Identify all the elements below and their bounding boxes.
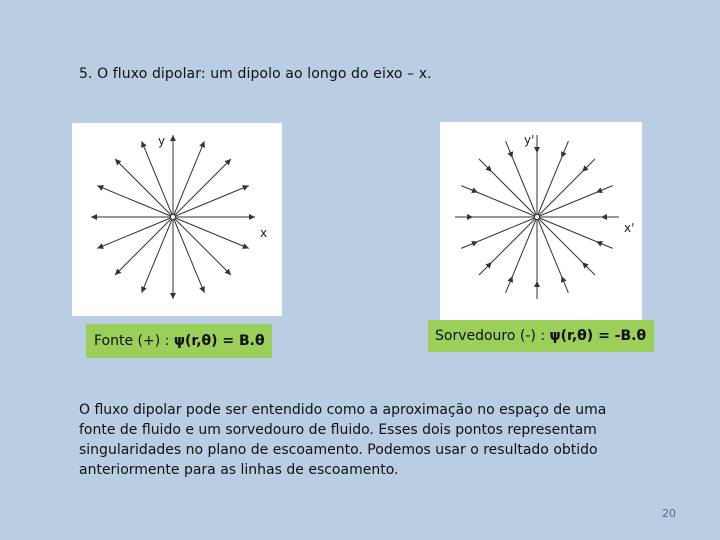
- sink-arrowhead: [601, 214, 607, 220]
- sink-x-axis-label: x': [624, 221, 635, 235]
- sink-arrowhead: [467, 214, 473, 220]
- source-flow-diagram: [72, 123, 282, 316]
- source-streamline: [173, 159, 231, 217]
- source-streamline: [173, 217, 231, 275]
- source-arrowhead: [170, 135, 176, 141]
- source-caption-formula: ψ(r,θ) = B.θ: [173, 333, 265, 349]
- sink-caption-label: Sorvedouro (-) :: [435, 328, 546, 344]
- source-y-axis-label: y: [158, 134, 166, 148]
- sink-arrowhead: [534, 281, 540, 287]
- source-flow-svg: [72, 123, 282, 316]
- source-arrowhead: [91, 214, 97, 220]
- slide-heading: 5. O fluxo dipolar: um dipolo ao longo do eixo – x.: [79, 66, 432, 82]
- source-streamline: [115, 159, 173, 217]
- source-arrowhead: [249, 214, 255, 220]
- sink-arrowhead: [534, 147, 540, 153]
- source-streamline: [115, 217, 173, 275]
- explanation-paragraph: O fluxo dipolar pode ser entendido como a aproximação no espaço de uma fonte de fluido e um sorvedouro de fluido. Esses dois pontos representam singularidades no plano de escoamento. Podemos usar o resultado obtido anteriormente para as linhas de escoamento.: [79, 402, 607, 478]
- sink-y-axis-label: y': [524, 133, 535, 147]
- sink-flow-diagram: [440, 122, 642, 340]
- source-origin-point: [171, 215, 176, 220]
- sink-caption: [428, 320, 654, 352]
- source-x-axis-label: x: [260, 226, 268, 240]
- sink-caption-formula: ψ(r,θ) = -B.θ: [549, 328, 647, 344]
- source-caption-label: Fonte (+) :: [94, 333, 170, 349]
- sink-origin-point: [535, 215, 540, 220]
- source-caption: [86, 324, 272, 358]
- source-arrowhead: [170, 293, 176, 299]
- page-number: 20: [662, 507, 676, 520]
- sink-flow-svg: [440, 122, 642, 340]
